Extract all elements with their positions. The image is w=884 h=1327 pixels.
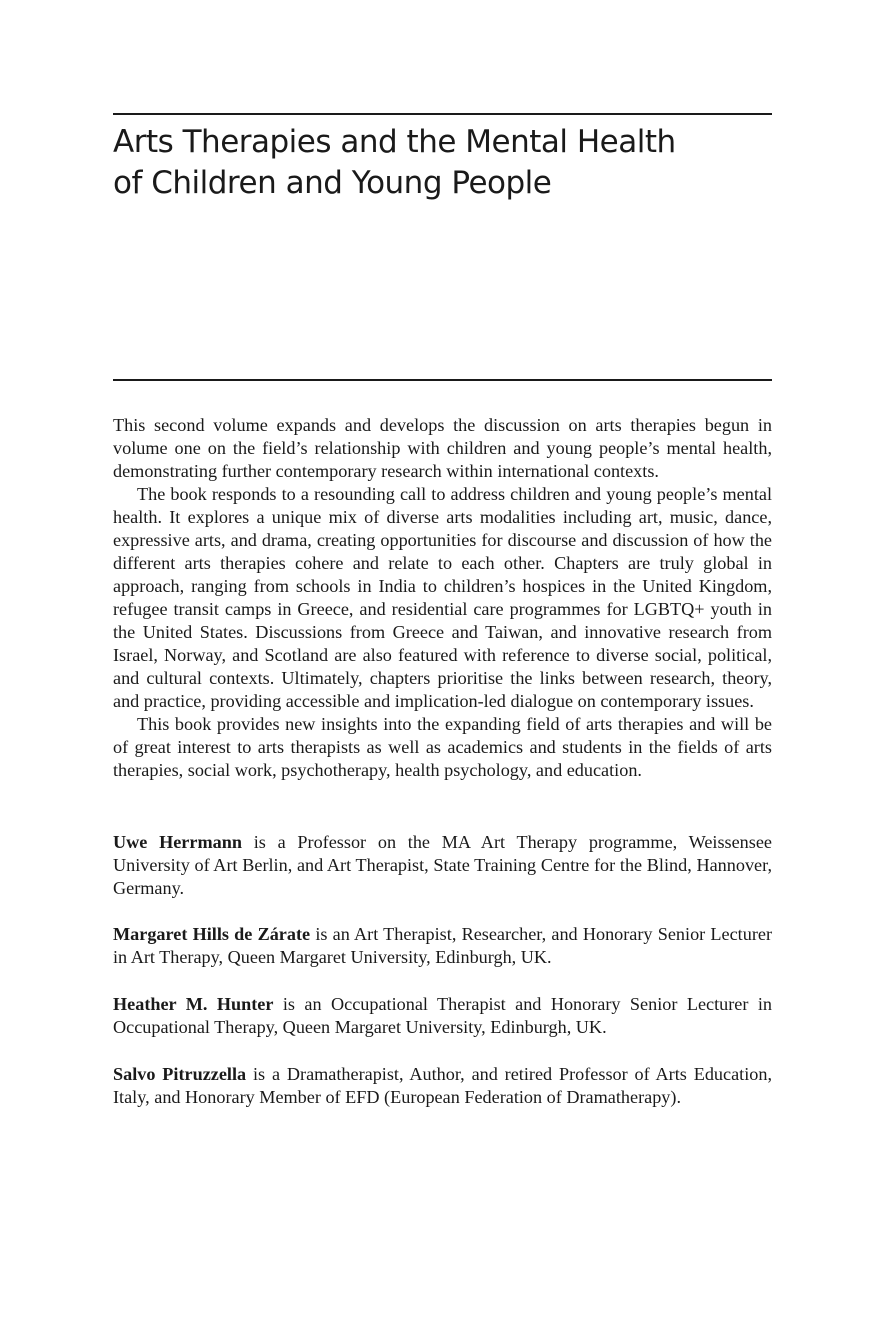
description-paragraph: This book provides new insights into the expanding field of arts therapies and will be of great interest to arts therapists as well as academics and students in the fields of arts therapies, social work, psychotherapy, health psychology, and education. (113, 714, 772, 780)
editor-name: Heather M. Hunter (113, 994, 274, 1014)
book-description (113, 414, 772, 782)
editor-name: Margaret Hills de Zárate (113, 924, 311, 944)
editor-name: Salvo Pitruzzella (113, 1064, 247, 1084)
editor-bio (113, 1063, 772, 1109)
editor-bio-text: is a Professor on the MA Art Therapy programme, Weissensee University of Art Berlin, and Art Therapist, State Training Centre for the Blind, Hannover, Germany. (113, 832, 772, 898)
title-line-2: of Children and Young People (113, 165, 552, 201)
editor-bio-text: is a Dramatherapist, Author, and retired Professor of Arts Education, Italy, and Honorary Member of EFD (European Federation of Dramatherapy). (113, 1064, 772, 1107)
editor-bio (113, 993, 772, 1039)
book-title (113, 122, 772, 204)
editor-bio-text: is an Art Therapist, Researcher, and Honorary Senior Lecturer in Art Therapy, Queen Margaret University, Edinburgh, UK. (113, 924, 773, 967)
bottom-rule (113, 379, 772, 381)
title-line-1: Arts Therapies and the Mental Health (113, 124, 676, 160)
editor-bio (113, 831, 772, 900)
top-rule (113, 113, 772, 115)
description-paragraph: This second volume expands and develops the discussion on arts therapies begun in volume one on the field’s relationship with children and young people’s mental health, demonstrating further contemporary research within international contexts. (113, 415, 772, 481)
editor-bio (113, 923, 772, 969)
editor-name: Uwe Herrmann (113, 832, 242, 852)
editor-bio-text: is an Occupational Therapist and Honorary Senior Lecturer in Occupational Therapy, Queen Margaret University, Edinburgh, UK. (113, 994, 772, 1037)
description-paragraph: The book responds to a resounding call to address children and young people’s mental health. It explores a unique mix of diverse arts modalities including art, music, dance, expressive arts, and drama, creating opportunities for discourse and discussion of how the different arts therapies cohere and relate to each other. Chapters are truly global in approach, ranging from schools in India to children’s hospices in the United Kingdom, refugee transit camps in Greece, and residential care programmes for LGBTQ+ youth in the United States. Discussions from Greece and Taiwan, and innovative research from Israel, Norway, and Scotland are also featured with reference to diverse social, political, and cultural contexts. Ultimately, chapters prioritise the links between research, theory, and practice, providing accessible and implication-led dialogue on contemporary issues. (113, 484, 772, 711)
